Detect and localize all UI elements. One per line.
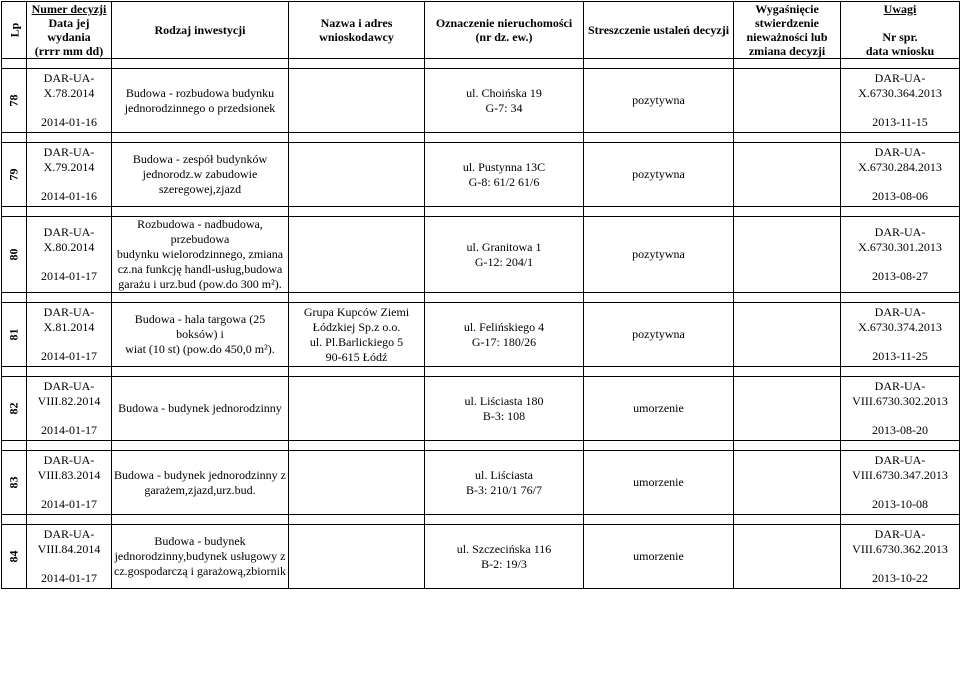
row-lp: 82 bbox=[2, 377, 27, 441]
property-line: ul. Szczecińska 116 bbox=[456, 541, 552, 556]
case-prefix: DAR-UA- bbox=[874, 527, 926, 541]
header-lp: Lp bbox=[2, 2, 27, 59]
property-cell bbox=[425, 451, 584, 515]
spacer-row bbox=[2, 59, 960, 69]
summary-cell: umorzenie bbox=[584, 525, 734, 589]
decision-prefix: DAR-UA- bbox=[43, 145, 95, 159]
case-number: X.6730.364.2013 bbox=[858, 86, 942, 100]
applicant-cell bbox=[289, 69, 425, 133]
investment-line: garażu i urz.bud (pow.do 300 m²). bbox=[118, 277, 282, 291]
property-cell bbox=[425, 69, 584, 133]
header-row bbox=[2, 2, 960, 59]
expiry-cell bbox=[734, 525, 841, 589]
property-line: ul. Choińska 19 bbox=[466, 85, 542, 100]
expiry-cell bbox=[734, 303, 841, 367]
header-expiry: Wygaśnięcie stwierdzenie nieważności lub zmiana decyzji bbox=[734, 2, 841, 59]
case-prefix: DAR-UA- bbox=[874, 145, 926, 159]
applicant-line: Grupa Kupców Ziemi bbox=[303, 304, 410, 319]
investment-cell bbox=[112, 217, 289, 293]
decision-date: 2014-01-17 bbox=[41, 571, 97, 585]
investment-cell bbox=[112, 451, 289, 515]
case-number: VIII.6730.347.2013 bbox=[852, 468, 948, 482]
expiry-cell bbox=[734, 451, 841, 515]
case-number: VIII.6730.302.2013 bbox=[852, 394, 948, 408]
header-property: Oznaczenie nieruchomości (nr dz. ew.) bbox=[425, 2, 584, 59]
applicant-cell bbox=[289, 377, 425, 441]
property-line: B-3: 210/1 76/7 bbox=[465, 482, 542, 497]
decision-prefix: DAR-UA- bbox=[43, 305, 95, 319]
property-line: ul. Felińskiego 4 bbox=[463, 319, 545, 334]
case-prefix: DAR-UA- bbox=[874, 453, 926, 467]
investment-line: Budowa - budynek jednorodzinny z bbox=[114, 467, 286, 482]
property-cell bbox=[425, 143, 584, 207]
case-number: VIII.6730.362.2013 bbox=[852, 542, 948, 556]
spacer-row bbox=[2, 207, 960, 217]
decision-cell bbox=[27, 525, 112, 589]
investment-cell bbox=[112, 143, 289, 207]
property-line: ul. Pustynna 13C bbox=[462, 159, 546, 174]
applicant-line: ul. Pl.Barlickiego 5 bbox=[309, 334, 404, 349]
investment-line: Budowa - budynek bbox=[154, 534, 246, 548]
investment-line: garażem,zjazd,urz.bud. bbox=[144, 482, 256, 497]
investment-line: cz.gospodarczą i garażową,zbiornik bbox=[114, 564, 286, 578]
investment-line: szeregowej,zjazd bbox=[158, 182, 242, 196]
case-date: 2013-08-20 bbox=[872, 423, 928, 437]
decision-cell bbox=[27, 451, 112, 515]
decision-cell bbox=[27, 303, 112, 367]
decision-number: X.79.2014 bbox=[43, 160, 95, 174]
investment-line: jednorodz.w zabudowie bbox=[142, 167, 258, 181]
notes-cell bbox=[841, 217, 960, 293]
decision-cell bbox=[27, 217, 112, 293]
investment-line: Budowa - rozbudowa budynku bbox=[125, 85, 275, 100]
row-lp: 83 bbox=[2, 451, 27, 515]
investment-line: Budowa - hala targowa (25 boksów) i bbox=[134, 312, 266, 341]
row-lp: 81 bbox=[2, 303, 27, 367]
header-applicant: Nazwa i adres wnioskodawcy bbox=[289, 2, 425, 59]
case-number: X.6730.301.2013 bbox=[858, 240, 942, 254]
property-line: G-12: 204/1 bbox=[474, 254, 534, 269]
decision-prefix: DAR-UA- bbox=[43, 453, 95, 467]
header-notes: Uwagi Nr spr. data wniosku bbox=[841, 2, 960, 59]
spacer-row bbox=[2, 441, 960, 451]
decision-prefix: DAR-UA- bbox=[43, 225, 95, 239]
table-body bbox=[2, 59, 960, 589]
spacer-row bbox=[2, 515, 960, 525]
property-cell bbox=[425, 217, 584, 293]
row-lp: 78 bbox=[2, 69, 27, 133]
investment-line: Budowa - budynek jednorodzinny bbox=[118, 401, 282, 415]
case-prefix: DAR-UA- bbox=[874, 305, 926, 319]
decision-prefix: DAR-UA- bbox=[43, 527, 95, 541]
property-line: ul. Liściasta 180 bbox=[464, 393, 544, 408]
property-line: G-7: 34 bbox=[485, 100, 523, 115]
decision-date: 2014-01-17 bbox=[41, 269, 97, 283]
row-lp: 84 bbox=[2, 525, 27, 589]
decision-number: X.78.2014 bbox=[43, 86, 95, 100]
decision-date: 2014-01-17 bbox=[41, 349, 97, 363]
case-date: 2013-11-25 bbox=[872, 349, 928, 363]
summary-cell: umorzenie bbox=[584, 451, 734, 515]
case-date: 2013-08-06 bbox=[872, 189, 928, 203]
case-number: X.6730.284.2013 bbox=[858, 160, 942, 174]
decision-date: 2014-01-16 bbox=[41, 115, 97, 129]
decision-date: 2014-01-17 bbox=[41, 423, 97, 437]
decision-prefix: DAR-UA- bbox=[43, 71, 95, 85]
notes-cell bbox=[841, 303, 960, 367]
investment-line: Budowa - zespół budynków bbox=[132, 152, 268, 166]
applicant-line: Łódzkiej Sp.z o.o. bbox=[312, 319, 401, 334]
property-cell bbox=[425, 303, 584, 367]
case-prefix: DAR-UA- bbox=[874, 71, 926, 85]
case-number: X.6730.374.2013 bbox=[858, 320, 942, 334]
notes-cell bbox=[841, 69, 960, 133]
table-row bbox=[2, 217, 960, 293]
notes-cell bbox=[841, 143, 960, 207]
expiry-cell bbox=[734, 143, 841, 207]
expiry-cell bbox=[734, 69, 841, 133]
expiry-cell bbox=[734, 217, 841, 293]
spacer-row bbox=[2, 367, 960, 377]
table-row bbox=[2, 303, 960, 367]
applicant-line: 90-615 Łódź bbox=[325, 349, 388, 364]
case-date: 2013-10-22 bbox=[872, 571, 928, 585]
investment-cell bbox=[112, 69, 289, 133]
decision-number: VIII.82.2014 bbox=[37, 394, 101, 408]
decision-number: VIII.83.2014 bbox=[37, 468, 101, 482]
decision-prefix: DAR-UA- bbox=[43, 379, 95, 393]
row-lp: 79 bbox=[2, 143, 27, 207]
header-summary: Streszczenie ustaleń decyzji bbox=[584, 2, 734, 59]
property-cell bbox=[425, 525, 584, 589]
summary-cell: pozytywna bbox=[584, 217, 734, 293]
investment-cell bbox=[112, 303, 289, 367]
table-row bbox=[2, 377, 960, 441]
decision-cell bbox=[27, 69, 112, 133]
decision-date: 2014-01-16 bbox=[41, 189, 97, 203]
decision-number: X.80.2014 bbox=[43, 240, 95, 254]
applicant-cell bbox=[289, 451, 425, 515]
property-line: ul. Liściasta bbox=[475, 467, 533, 482]
applicant-cell bbox=[289, 303, 425, 367]
case-prefix: DAR-UA- bbox=[874, 225, 926, 239]
notes-cell bbox=[841, 451, 960, 515]
investment-line: jednorodzinny,budynek usługowy z bbox=[114, 549, 286, 563]
applicant-cell bbox=[289, 143, 425, 207]
decision-cell bbox=[27, 377, 112, 441]
summary-cell: pozytywna bbox=[584, 143, 734, 207]
investment-line: Rozbudowa - nadbudowa, przebudowa bbox=[137, 217, 263, 246]
case-date: 2013-10-08 bbox=[872, 497, 928, 511]
decision-date: 2014-01-17 bbox=[41, 497, 97, 511]
property-cell bbox=[425, 377, 584, 441]
investment-cell bbox=[112, 377, 289, 441]
decision-number: X.81.2014 bbox=[43, 320, 95, 334]
investment-line: jednorodzinnego o przedsionek bbox=[124, 100, 276, 115]
applicant-cell bbox=[289, 525, 425, 589]
table-row bbox=[2, 525, 960, 589]
property-line: B-2: 19/3 bbox=[481, 556, 527, 571]
decision-cell bbox=[27, 143, 112, 207]
case-date: 2013-08-27 bbox=[872, 269, 928, 283]
investment-line: cz.na funkcję handl-usług,budowa bbox=[117, 262, 283, 276]
expiry-cell bbox=[734, 377, 841, 441]
case-prefix: DAR-UA- bbox=[874, 379, 926, 393]
property-line: ul. Granitowa 1 bbox=[466, 239, 542, 254]
spacer-row bbox=[2, 133, 960, 143]
investment-line: wiat (10 st) (pow.do 450,0 m²). bbox=[125, 342, 275, 356]
table-row bbox=[2, 451, 960, 515]
notes-cell bbox=[841, 525, 960, 589]
applicant-cell bbox=[289, 217, 425, 293]
notes-cell bbox=[841, 377, 960, 441]
table-row bbox=[2, 143, 960, 207]
summary-cell: umorzenie bbox=[584, 377, 734, 441]
spacer-row bbox=[2, 293, 960, 303]
summary-cell: pozytywna bbox=[584, 303, 734, 367]
property-line: G-17: 180/26 bbox=[471, 334, 537, 349]
investment-line: budynku wielorodzinnego, zmiana bbox=[116, 247, 284, 261]
row-lp: 80 bbox=[2, 217, 27, 293]
case-date: 2013-11-15 bbox=[872, 115, 928, 129]
property-line: B-3: 108 bbox=[482, 408, 526, 423]
summary-cell: pozytywna bbox=[584, 69, 734, 133]
table-row bbox=[2, 69, 960, 133]
decisions-table bbox=[1, 1, 960, 589]
decision-number: VIII.84.2014 bbox=[37, 542, 101, 556]
header-investment: Rodzaj inwestycji bbox=[112, 2, 289, 59]
header-decision: Numer decyzji Data jej wydania (rrrr mm dd) bbox=[27, 2, 112, 59]
investment-cell bbox=[112, 525, 289, 589]
property-line: G-8: 61/2 61/6 bbox=[468, 174, 540, 189]
